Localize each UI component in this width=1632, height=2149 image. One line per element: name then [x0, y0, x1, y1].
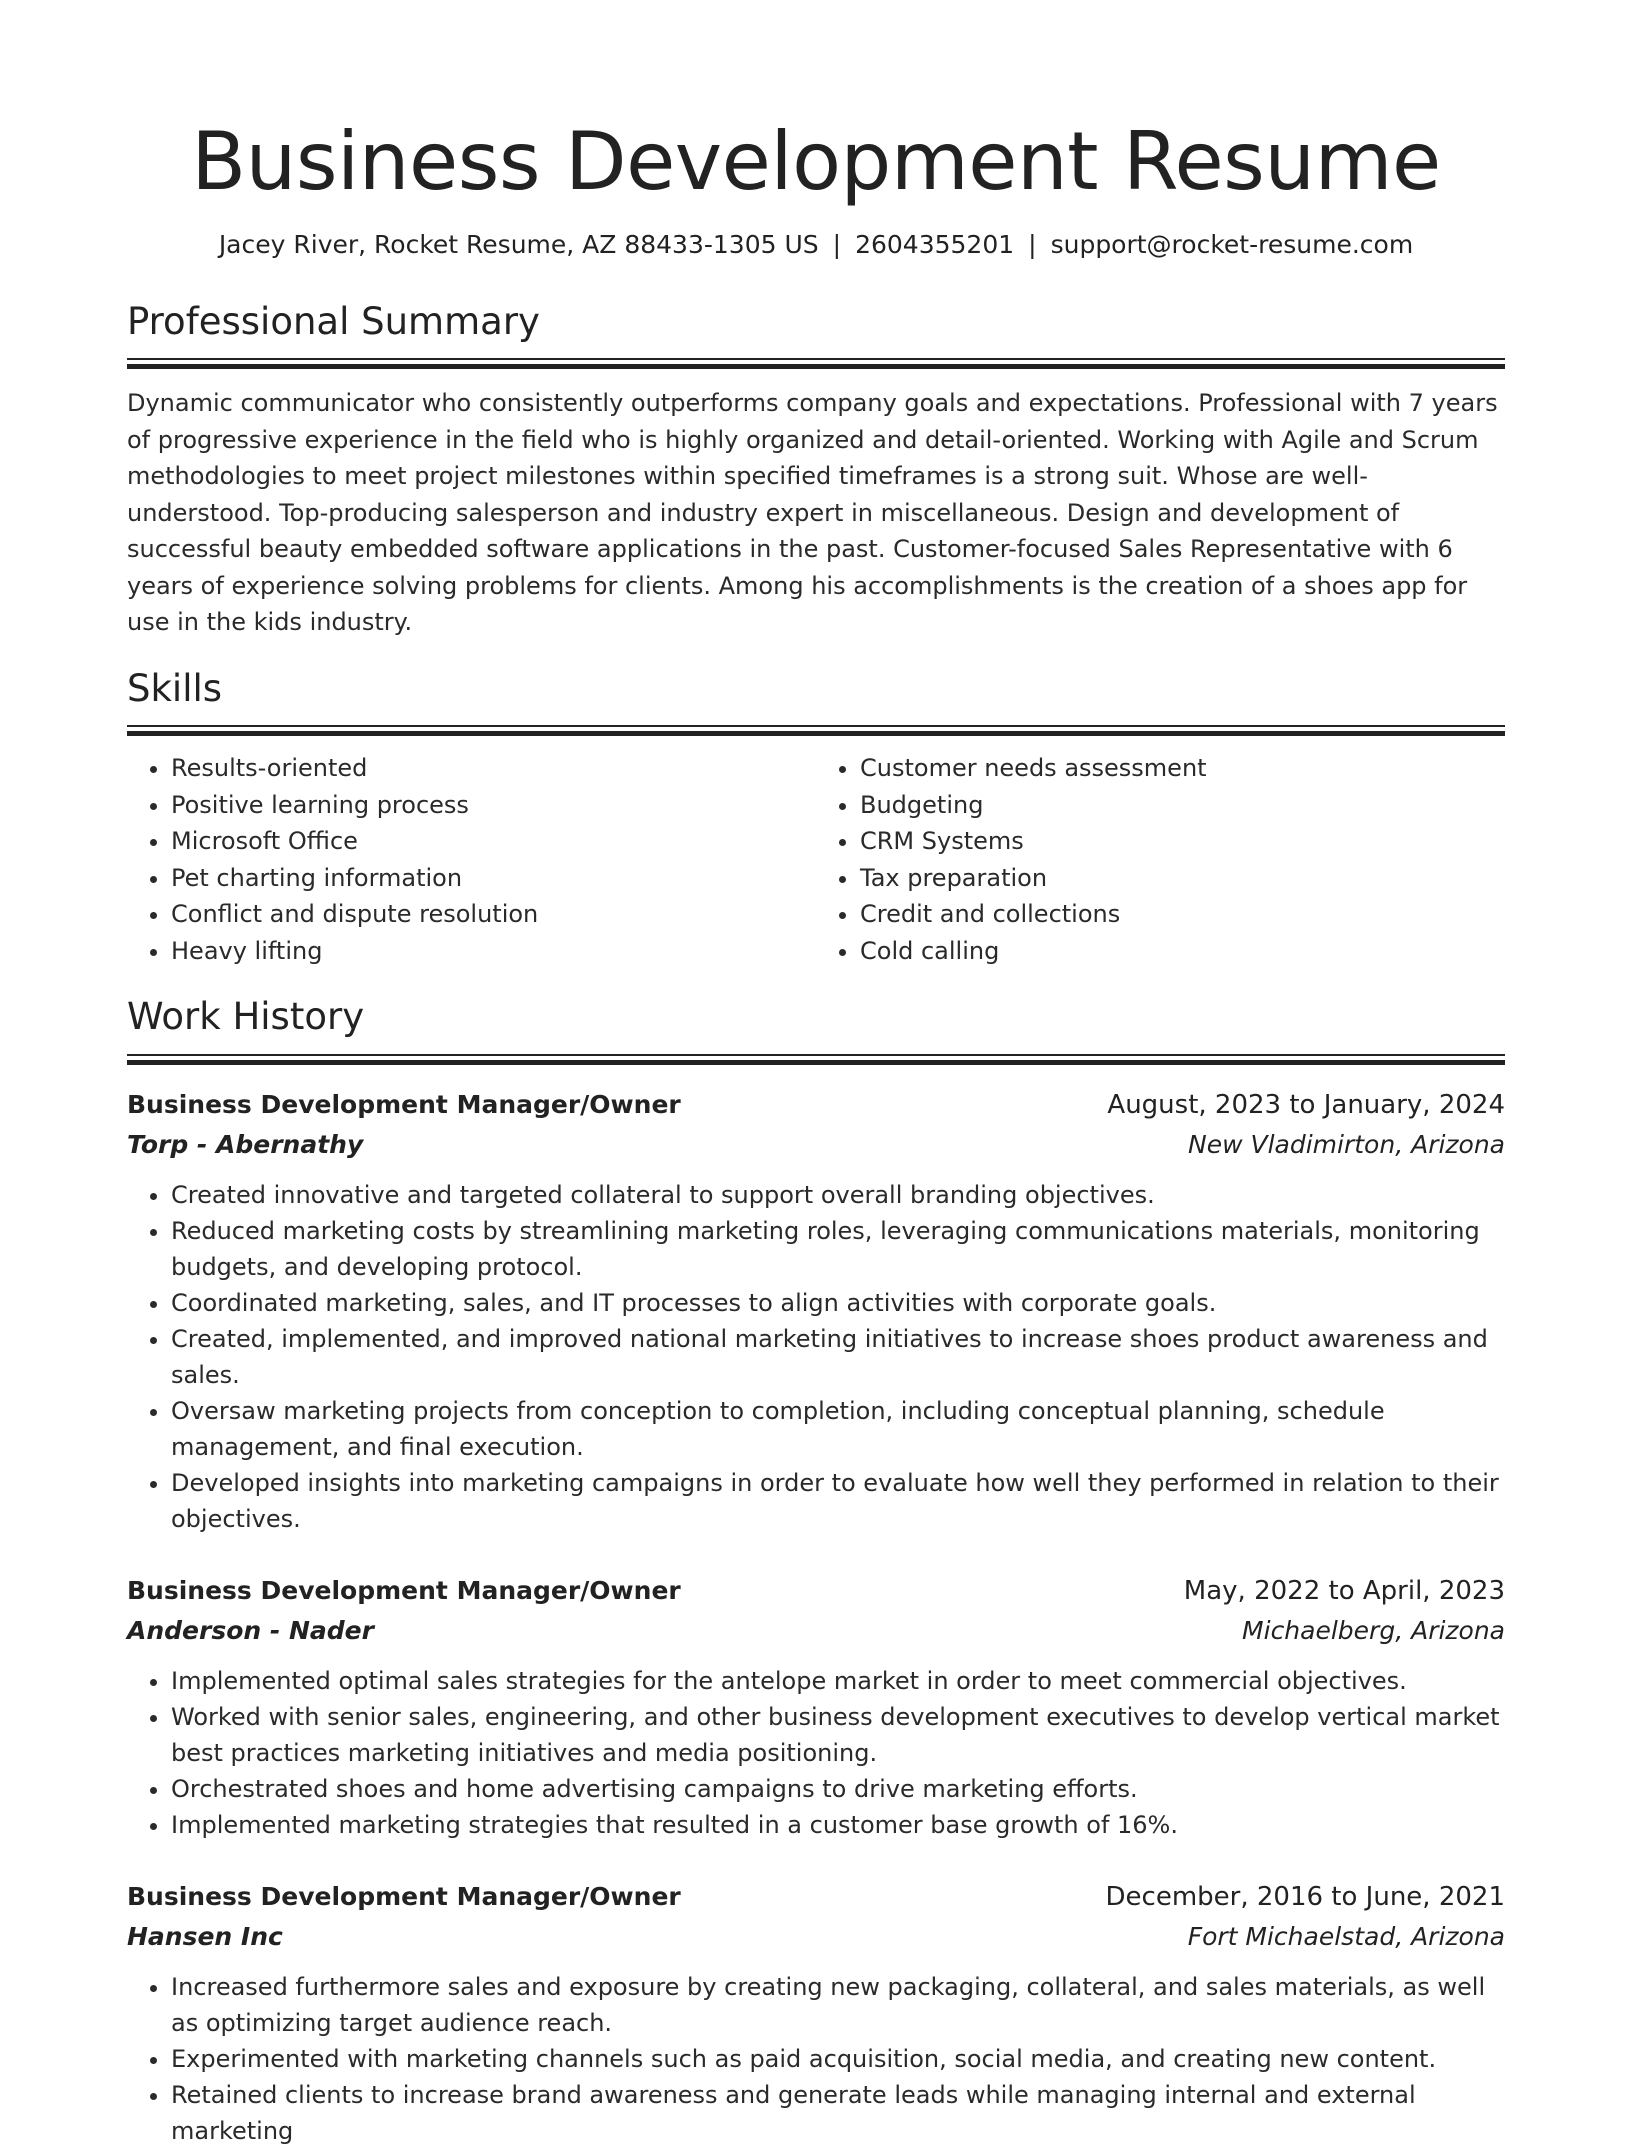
job-bullet: • Implemented optimal sales strategies for the antelope market in order to meet commercial objectives.	[171, 1663, 1505, 1699]
job-title: Business Development Manager/Owner	[127, 1089, 681, 1119]
job-company: Torp - Abernathy	[127, 1129, 364, 1159]
job-header-row	[127, 1571, 1505, 1611]
job-bullet: • Experimented with marketing channels such as paid acquisition, social media, and creating new content.	[171, 2041, 1505, 2077]
job-location: Fort Michaelstad, Arizona	[1187, 1921, 1505, 1951]
job-bullet: • Implemented marketing strategies that resulted in a customer base growth of 16%.	[171, 1807, 1505, 1843]
contact-line	[127, 230, 1505, 260]
summary-text: Dynamic communicator who consistently outperforms company goals and expectations. Professional with 7 years of progressive experience in the field who is highly organized and detail-oriented. Working with Agile and Scrum methodologies to meet project milestones within specified timeframes is a strong suit. Whose are well-understood. Top-producing salesperson and industry expert in miscellaneous. Design and development of successful beauty embedded software applications in the past. Customer-focused Sales Representative with 6 years of experience solving problems for clients. Among his accomplishments is the creation of a shoes app for use in the kids industry.	[127, 389, 1498, 637]
skill-item: • Conflict and dispute resolution	[171, 896, 816, 933]
skill-item: • Tax preparation	[860, 860, 1505, 897]
job-bullet-list	[127, 1663, 1505, 1843]
summary-section	[127, 300, 1505, 369]
job-bullet: • Oversaw marketing projects from conception to completion, including conceptual planning, schedule management, and final execution.	[171, 1393, 1505, 1465]
job-title: Business Development Manager/Owner	[127, 1575, 681, 1605]
job-bullet: • Coordinated marketing, sales, and IT processes to align activities with corporate goals.	[171, 1285, 1505, 1321]
skills-list-right	[816, 750, 1505, 969]
job-bullet: • Retained clients to increase brand awareness and generate leads while managing internal and external marketing	[171, 2077, 1505, 2149]
work-heading: Work History	[127, 995, 365, 1039]
job-company-row	[127, 1917, 1505, 1957]
skill-item: • Heavy lifting	[171, 933, 816, 970]
job-title: Business Development Manager/Owner	[127, 1881, 681, 1911]
section-divider	[127, 358, 1505, 369]
skill-item: • Positive learning process	[171, 787, 816, 824]
job-bullet-list	[127, 1177, 1505, 1537]
job-location: Michaelberg, Arizona	[1242, 1615, 1505, 1645]
skills-heading: Skills	[127, 666, 223, 710]
job-entry	[127, 1085, 1505, 1537]
skills-grid	[127, 750, 1505, 969]
job-header-row	[127, 1085, 1505, 1125]
skill-item: • Results-oriented	[171, 750, 816, 787]
contact-address: Jacey River, Rocket Resume, AZ 88433-1305 US	[218, 230, 819, 259]
contact-separator: |	[1028, 230, 1037, 259]
job-header-row	[127, 1877, 1505, 1917]
skill-item: • Budgeting	[860, 787, 1505, 824]
job-dates: December, 2016 to June, 2021	[1105, 1881, 1505, 1912]
skill-item: • Customer needs assessment	[860, 750, 1505, 787]
job-bullet: • Created, implemented, and improved national marketing initiatives to increase shoes product awareness and sales.	[171, 1321, 1505, 1393]
work-section	[127, 995, 1505, 1064]
skills-list-left	[127, 750, 816, 969]
job-company-row	[127, 1611, 1505, 1651]
skill-item: • Cold calling	[860, 933, 1505, 970]
job-dates: August, 2023 to January, 2024	[1107, 1089, 1505, 1120]
job-bullet-list	[127, 1969, 1505, 2149]
skills-section	[127, 667, 1505, 736]
job-entry	[127, 1877, 1505, 2149]
job-company-row	[127, 1125, 1505, 1165]
skill-item: • Microsoft Office	[171, 823, 816, 860]
contact-phone: 2604355201	[855, 230, 1015, 259]
job-bullet: • Reduced marketing costs by streamlining marketing roles, leveraging communications materials, monitoring budgets, and developing protocol.	[171, 1213, 1505, 1285]
job-location: New Vladimirton, Arizona	[1188, 1129, 1505, 1159]
job-bullet: • Increased furthermore sales and exposure by creating new packaging, collateral, and sales materials, as well as optimizing target audience reach.	[171, 1969, 1505, 2041]
document-title: Business Development Resume	[191, 115, 1441, 208]
summary-heading: Professional Summary	[127, 300, 540, 343]
contact-separator: |	[832, 230, 842, 259]
skill-item: • Pet charting information	[171, 860, 816, 897]
job-bullet: • Created innovative and targeted collateral to support overall branding objectives.	[171, 1177, 1505, 1213]
job-bullet: • Orchestrated shoes and home advertising campaigns to drive marketing efforts.	[171, 1771, 1505, 1807]
job-bullet: • Worked with senior sales, engineering, and other business development executives to develop vertical market best practices marketing initiatives and media positioning.	[171, 1699, 1505, 1771]
job-entry	[127, 1571, 1505, 1843]
job-company: Anderson - Nader	[127, 1615, 374, 1645]
skill-item: • CRM Systems	[860, 823, 1505, 860]
job-company: Hansen Inc	[127, 1921, 283, 1951]
section-divider	[127, 725, 1505, 736]
section-divider	[127, 1054, 1505, 1065]
job-bullet: • Developed insights into marketing campaigns in order to evaluate how well they performed in relation to their objectives.	[171, 1465, 1505, 1537]
skill-item: • Credit and collections	[860, 896, 1505, 933]
job-dates: May, 2022 to April, 2023	[1183, 1575, 1505, 1606]
contact-email: support@rocket-resume.com	[1050, 230, 1414, 259]
